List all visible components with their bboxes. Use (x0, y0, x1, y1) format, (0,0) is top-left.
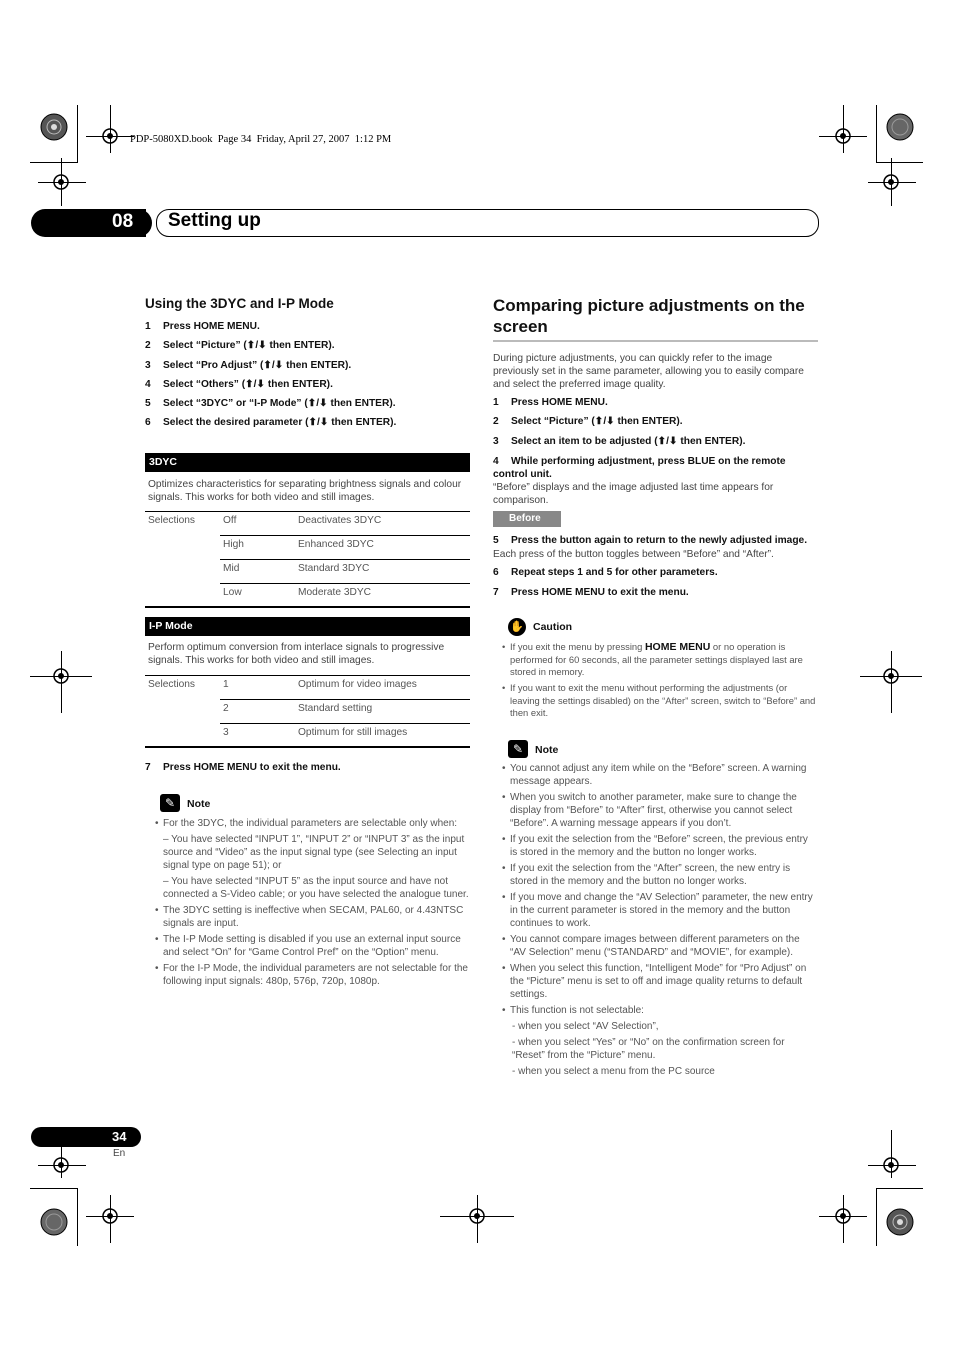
table-option-desc: Deactivates 3DYC (298, 515, 382, 526)
list-item: – You have selected “INPUT 5” as the input source and have not connected a S-Video cable; or you have selected the analogue tuner. (163, 876, 469, 900)
step-detail: “Before” displays and the image adjusted last time appears for comparison. (493, 482, 774, 506)
note-pencil-icon: ✎ (508, 740, 528, 758)
list-item: • If you exit the selection from the “After” screen, the new entry is stored in the memory and the button no longer works. (502, 863, 817, 889)
list-item: • The I-P Mode setting is disabled if you use an external input source and select “On” for “Game Control Pref” on the “Option” menu. (155, 934, 470, 960)
section-heading-3dyc: Using the 3DYC and I-P Mode (145, 296, 334, 311)
crosshair-icon (101, 127, 119, 145)
step-item: 1 Press HOME MENU. (145, 321, 260, 332)
crosshair-icon (882, 667, 900, 685)
step-item: 6 Repeat steps 1 and 5 for other parameters. (493, 567, 718, 578)
list-subitem: - when you select “AV Selection”, (512, 1021, 659, 1033)
list-item: • If you exit the selection from the “Before” screen, the previous entry is stored in the memory and the button no longer works. (502, 834, 817, 860)
table-option-desc: Optimum for still images (298, 727, 408, 738)
list-item: • When you switch to another parameter, make sure to change the display from “Before” to “After” first, otherwise you cannot select “Before”. A warning message appears if you don’t. (502, 792, 817, 830)
step-item: 6 Select the desired parameter (⬆/⬇ then ENTER). (145, 417, 397, 428)
list-item: • You cannot adjust any item while on the “Before” screen. A warning message appears. (502, 763, 817, 789)
list-item: • For the I-P Mode, the individual parameters are not selectable for the following input signals: 480p, 576p, 720p, 1080p. (155, 963, 470, 989)
table-option-desc: Enhanced 3DYC (298, 539, 374, 550)
list-item: • This function is not selectable: (502, 1005, 817, 1018)
note-list (502, 763, 817, 1082)
crosshair-icon (882, 1156, 900, 1174)
before-indicator: Before (493, 511, 561, 527)
step-item: 5 Select “3DYC” or “I-P Mode” (⬆/⬇ then ENTER). (145, 398, 396, 409)
table-option: 1 (223, 679, 229, 690)
list-item: • You cannot compare images between different parameters on the “AV Selection” menu (“STANDARD” and “MOVIE”, for example). (502, 934, 817, 960)
list-item: • If you exit the menu by pressing HOME MENU or no operation is performed for 60 seconds, all the parameter settings displayed last are stored in memory. (502, 641, 817, 679)
table-option: Low (223, 587, 242, 598)
table-divider (220, 583, 470, 584)
registration-mark-icon (886, 1208, 914, 1236)
table-divider (145, 675, 470, 676)
caution-title: Caution (533, 621, 573, 633)
table-divider (220, 699, 470, 700)
list-item: • When you select this function, “Intelligent Mode” for “Pro Adjust” on the “Picture” menu is set to off and image quality returns to default settings. (502, 963, 817, 1001)
table-option: 3 (223, 727, 229, 738)
table-description: Perform optimum conversion from interlace signals to progressive signals. This works for both video and still images. (148, 642, 445, 666)
page-number: 34 (112, 1129, 127, 1144)
list-subitem: - when you select “Yes” or “No” on the confirmation screen for “Reset” from the “Picture” menu. (512, 1037, 785, 1061)
table-option-desc: Optimum for video images (298, 679, 417, 690)
table-description: Optimizes characteristics for separating brightness signals and colour signals. This works for both video and still images. (148, 479, 462, 503)
table-divider (220, 559, 470, 560)
intro-text: During picture adjustments, you can quickly refer to the image previously set in the same parameter, allowing you to easily compare and select the preferred image quality. (493, 353, 804, 390)
table-option: Mid (223, 563, 240, 574)
step-item: 7 Press HOME MENU to exit the menu. (145, 762, 341, 773)
table-bottom-rule (145, 746, 470, 748)
table-title-ip-mode: I-P Mode (145, 617, 470, 636)
crosshair-icon (882, 173, 900, 191)
table-option-desc: Standard setting (298, 703, 373, 714)
crosshair-icon (52, 173, 70, 191)
list-item: – You have selected “INPUT 1”, “INPUT 2” or “INPUT 3” as the input source and “Video” as the input signal type (see Selecting an input signal type on page 51); or (163, 834, 465, 871)
table-option-desc: Moderate 3DYC (298, 587, 372, 598)
page-language: En (113, 1148, 126, 1159)
crosshair-icon (101, 1207, 119, 1225)
table-divider (220, 723, 470, 724)
step-item: 5 Press the button again to return to the newly adjusted image. (493, 535, 808, 546)
crosshair-icon (52, 1156, 70, 1174)
list-item: • If you move and change the “AV Selection” parameter, the new entry in the current parameter is stored in the memory and the button continues to work. (502, 892, 817, 930)
crosshair-icon (52, 667, 70, 685)
chapter-title: Setting up (168, 210, 261, 231)
table-option: Off (223, 515, 237, 526)
table-label: Selections (148, 515, 196, 526)
caution-hand-icon: ✋ (508, 618, 526, 636)
table-option: High (223, 539, 244, 550)
note-pencil-icon: ✎ (160, 794, 180, 812)
heading-underline (493, 340, 818, 342)
step-item: 3 Select “Pro Adjust” (⬆/⬇ then ENTER). (145, 360, 352, 371)
step-detail: Each press of the button toggles between “Before” and “After”. (493, 549, 774, 560)
note-title: Note (535, 744, 559, 756)
step-item: 3 Select an item to be adjusted (⬆/⬇ then ENTER). (493, 436, 746, 447)
note-list (155, 818, 470, 993)
table-option-desc: Standard 3DYC (298, 563, 370, 574)
step-item: 4 Select “Others” (⬆/⬇ then ENTER). (145, 379, 333, 390)
step-item: 4 While performing adjustment, press BLUE on the remote control unit. (493, 456, 786, 480)
table-title-3dyc: 3DYC (145, 453, 470, 472)
section-heading-compare: Comparing picture adjustments on the screen (493, 296, 805, 336)
caution-list (502, 641, 817, 724)
table-option: 2 (223, 703, 229, 714)
table-label: Selections (148, 679, 196, 690)
crosshair-icon (834, 1207, 852, 1225)
note-title: Note (187, 798, 211, 810)
registration-mark-icon (40, 1208, 68, 1236)
file-info: PDP-5080XD.book Page 34 Friday, April 27, 2007 1:12 PM (130, 134, 392, 145)
registration-mark-icon (40, 113, 68, 141)
list-item: • If you want to exit the menu without performing the adjustments (or leaving the settings disabled) on the “After” screen, switch to “Before” and then exit. (502, 682, 817, 720)
step-item: 7 Press HOME MENU to exit the menu. (493, 587, 689, 598)
step-item: 2 Select “Picture” (⬆/⬇ then ENTER). (493, 416, 683, 427)
step-item: 1 Press HOME MENU. (493, 397, 608, 408)
registration-mark-icon (886, 113, 914, 141)
list-item: • The 3DYC setting is ineffective when SECAM, PAL60, or 4.43NTSC signals are input. (155, 905, 470, 931)
list-item: • For the 3DYC, the individual parameters are selectable only when: (155, 818, 470, 831)
crosshair-icon (468, 1207, 486, 1225)
table-bottom-rule (145, 606, 470, 608)
table-divider (220, 535, 470, 536)
table-divider (145, 511, 470, 512)
chapter-number: 08 (112, 211, 134, 232)
step-item: 2 Select “Picture” (⬆/⬇ then ENTER). (145, 340, 335, 351)
crosshair-icon (834, 127, 852, 145)
list-subitem: - when you select a menu from the PC source (512, 1065, 715, 1077)
